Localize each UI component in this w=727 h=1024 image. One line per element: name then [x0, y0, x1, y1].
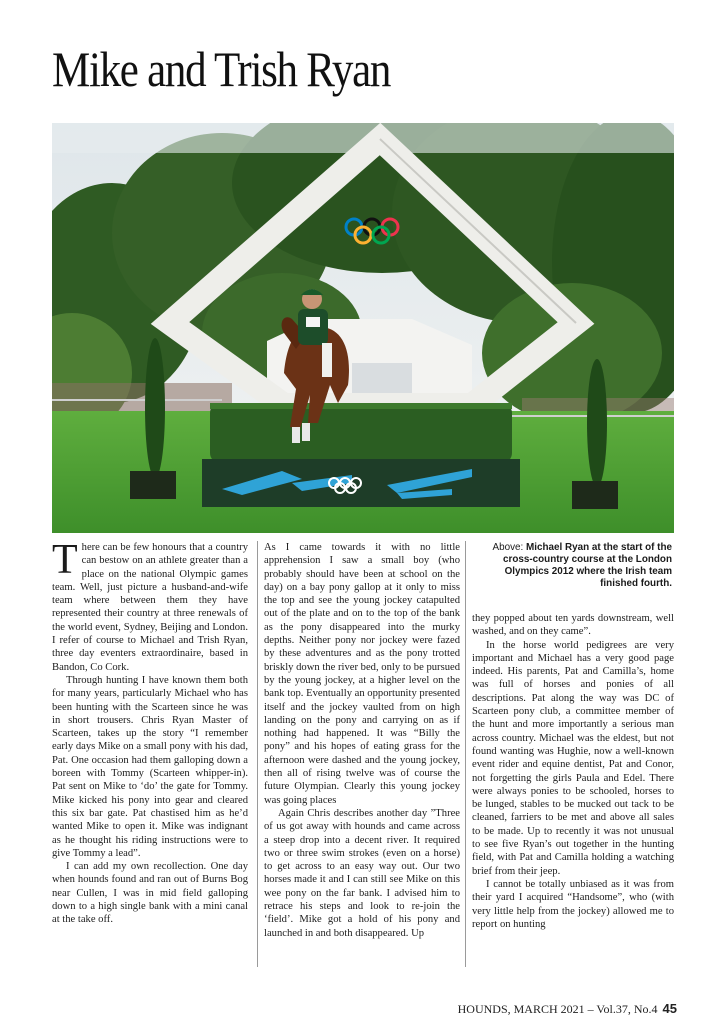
- article-photo: [52, 123, 674, 533]
- column-rule-2: [465, 541, 466, 967]
- paragraph: [52, 537, 248, 674]
- article-column-1: [52, 537, 248, 927]
- hedge-fence: [202, 403, 520, 507]
- page-number: 45: [662, 1001, 677, 1016]
- paragraph: In the horse world pedigrees are very important and Michael has a very good page indeed. His parents, Pat and Camilla’s, home was full of horses and ponies of all descriptions. Pat along the way was DC of Scarteen pony club, a committee member of the hunt and more importantly a serious man across country. Michael was the eldest, but not found wanting was Hughie, now a well-known event rider and equine dentist, Pat and Conor, not forgetting the girls Paula and Edel. There were always ponies to be schooled, horses to be lunged, stables to be mucked out tack to be cleaned, farriers to be met and above all sales to be made. Up to recently it was not unusual to see five Ryan’s out together in the hunting field, with Pat and Camilla holding a watching brief from their jeep.: [472, 639, 674, 877]
- paragraph-text: here can be few honours that a country can bestow on an athlete greater than a place on the national Olympic games team. Well, just picture a husband-and-wife team where between them they have represented their country at three renewals of the world event, Sydney, Beijing and London. I refer of course to Michael and Trish Ryan, three day eventers extraordinaire, based in Bandon, Co Cork.: [52, 542, 248, 673]
- article-title: Mike and Trish Ryan: [52, 41, 391, 97]
- paragraph: I cannot be totally unbiased as it was from their yard I acquired “Handsome”, who (with very little help from the jockey) allowed me to report on hunting: [472, 878, 674, 930]
- article-column-3: [472, 612, 674, 931]
- dropcap: T: [52, 537, 78, 583]
- paragraph: As I came towards it with no little apprehension I saw a small boy (who probably should have been at school on the day) on a bay pony gallop at it only to miss the top and see the young jockey catapulted out of the plate and on to the top of the bank as the pony disappeared into the murky depths. Neither pony nor jockey were fazed by these adventures and as the pony trotted briskly down the river bed, only to be pursued by the young jockey, at a higher level on the bank top. Eventually an opportunity presented itself and the jockey vaulted from on high landing on the pony and carrying on as if nothing had happened. It was “Billy the pony” and his hopes of eating grass for the afternoon were dashed and the young jockey, then all of rising twelve was of course the future Olympian. Clearly this young jockey was going places: [264, 542, 460, 806]
- caption-lead: Above:: [492, 542, 527, 553]
- caption-body: Michael Ryan at the start of the cross-country course at the London Olympics 2012 where the Irish team finished fourth.: [503, 542, 672, 589]
- photo-caption: [480, 542, 672, 590]
- paragraph: Through hunting I have known them both for many years, particularly Michael who has been hunting with the Scarteen since he was in short trousers. Chris Ryan Master of Scarteen, takes up the story “I remember early days Mike on a small pony with his dad, Pat. One occasion had them galloping down a boreen with Tommy (Scarteen whipper-in). Pat sent on Mike to ‘do’ the gate for Tommy. Mike kicked his pony into gear and cleared this six bar gate. Pat chastised him as he’d wanted Mike to open it. Mike was indignant as he thought his riding instructions were to give Tommy a lead”.: [52, 674, 248, 859]
- paragraph: I can add my own recollection. One day when hounds found and ran out of Burns Bog near Cullen, I was in mid field galloping down to a high single bank with a mini canal at the take off.: [52, 861, 248, 926]
- paragraph: they popped about ten yards downstream, well washed, and on they came”.: [472, 613, 674, 638]
- publication-line: HOUNDS, MARCH 2021 – Vol.37, No.4: [457, 1002, 658, 1016]
- article-column-2: [264, 541, 460, 940]
- column-rule-1: [257, 541, 258, 967]
- page-footer: [458, 1001, 677, 1017]
- paragraph: Again Chris describes another day ”Three of us got away with hounds and came across a steep drop into a decent river. It required two or three swim strokes (even on a horse) to get across to an easy way out. Our two horses made it and I can still see Mike on this wee pony on the far bank. I advised him to retrace his steps and look to re-join the ‘field’. Mike got a hold of his pony and launched in and both disappeared. Up: [264, 807, 460, 939]
